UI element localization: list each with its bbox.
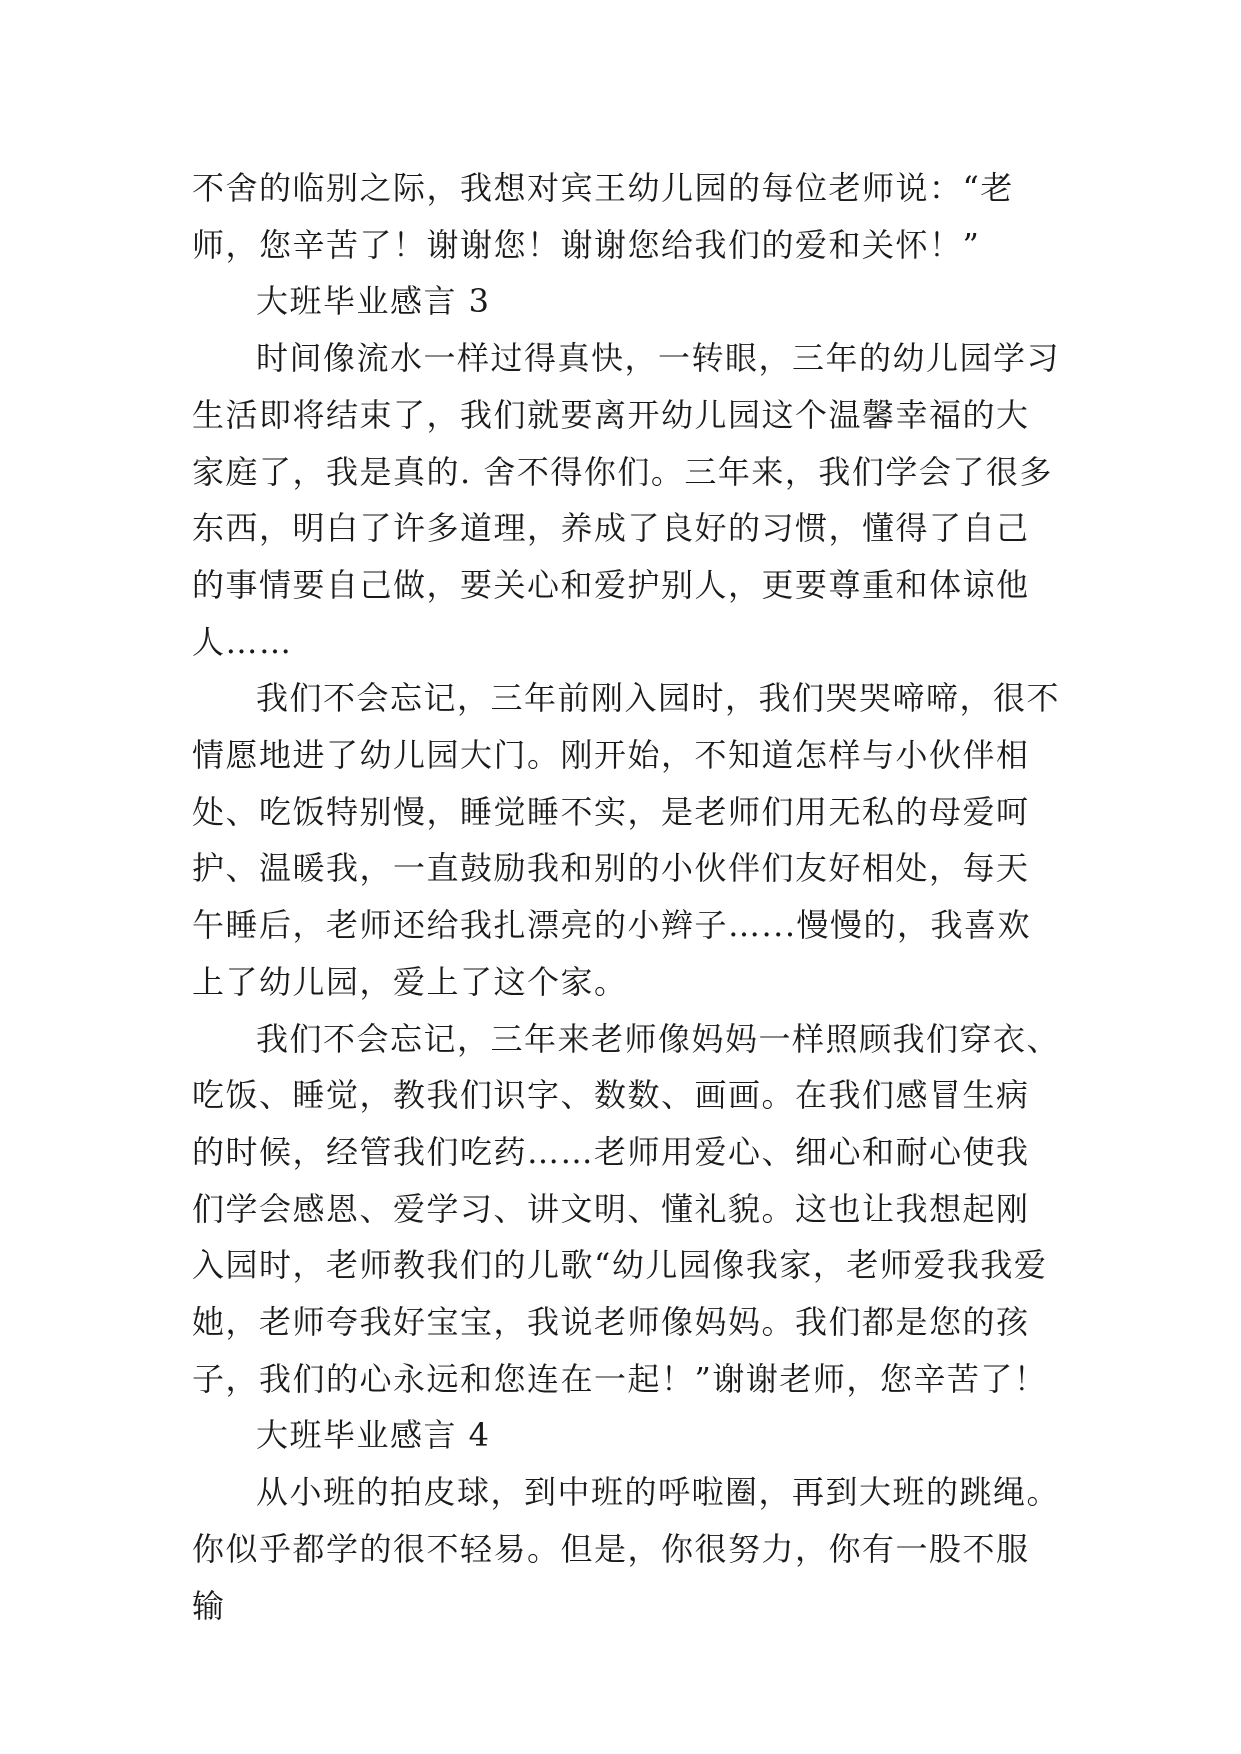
paragraph-teacher-care: 我们不会忘记，三年来老师像妈妈一样照顾我们穿衣、吃饭、睡觉，教我们识字、数数、画画。在我们感冒生病的时候，经管我们吃药……老师用爱心、细心和耐心使我们学会感恩、爱学习、讲文明、懂礼貌。这也让我想起刚入园时，老师教我们的儿歌“幼儿园像我家，老师爱我我爱她，老师夸我好宝宝，我说老师像妈妈。我们都是您的孩子，我们的心永远和您连在一起！”谢谢老师，您辛苦了！ xyxy=(192,1019,1061,1398)
paragraph-skills: 从小班的拍皮球，到中班的呼啦圈，再到大班的跳绳。你似乎都学的很不轻易。但是，你很努力，你有一股不服输 xyxy=(192,1473,1061,1625)
section-heading-3: 大班毕业感言 3 xyxy=(256,282,491,321)
section-heading-4: 大班毕业感言 4 xyxy=(256,1416,491,1455)
document-body xyxy=(192,160,1062,1634)
paragraph-first-days: 我们不会忘记，三年前刚入园时，我们哭哭啼啼，很不情愿地进了幼儿园大门。刚开始，不知道怎样与小伙伴相处、吃饭特别慢，睡觉睡不实，是老师们用无私的母爱呵护、温暖我，一直鼓励我和别的小伙伴们友好相处，每天午睡后，老师还给我扎漂亮的小辫子…...慢慢的，我喜欢上了幼儿园，爱上了这个家。 xyxy=(192,679,1061,1001)
paragraph-time-flies: 时间像流水一样过得真快，一转眼，三年的幼儿园学习生活即将结束了，我们就要离开幼儿园这个温馨幸福的大家庭了，我是真的. 舍不得你们。三年来，我们学会了很多东西，明白了许多道理，养成了良好的习惯，懂得了自己的事情要自己做，要关心和爱护别人，更要尊重和体谅他人…… xyxy=(192,339,1061,661)
paragraph-closing-remarks: 不舍的临别之际，我想对宾王幼儿园的每位老师说：“老师，您辛苦了！谢谢您！谢谢您给我们的爱和关怀！” xyxy=(192,169,1014,264)
